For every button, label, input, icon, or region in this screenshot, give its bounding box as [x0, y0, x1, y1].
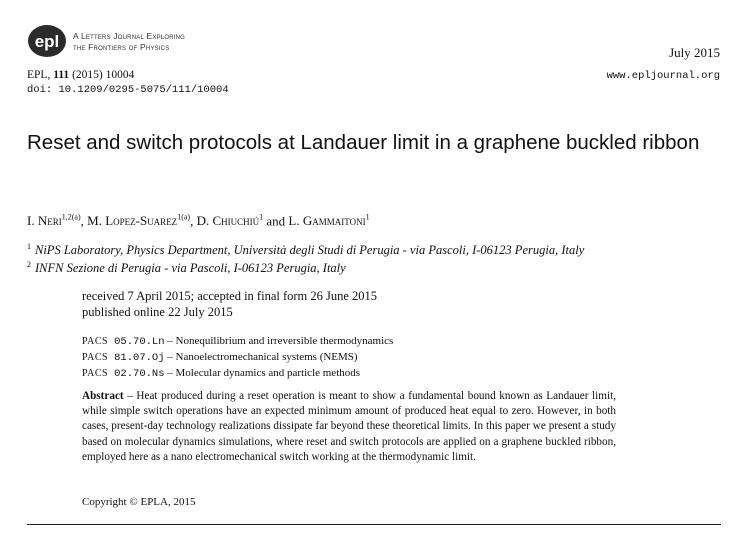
- affiliation-number: 1: [27, 242, 31, 251]
- issue-date: July 2015: [669, 45, 720, 60]
- pacs-entry: PACS 81.07.Oj – Nanoelectromechanical systems (NEMS): [82, 351, 358, 364]
- author: M. Lopez-Suarez$^{1(a)}$: [87, 213, 191, 229]
- tagline-line-2: the Frontiers of Physics: [73, 42, 170, 52]
- pacs-entry: PACS 05.70.Ln – Nonequilibrium and irreversible thermodynamics: [82, 335, 394, 348]
- citation-block: [27, 68, 229, 98]
- received-date: received 7 April 2015; accepted in final form 26 June 2015: [82, 289, 378, 303]
- abstract: [82, 389, 616, 465]
- author: I. Neri$^{1,2(a)}$: [27, 213, 81, 229]
- journal-tagline: [73, 31, 185, 53]
- pacs-entry: PACS 02.70.Ns – Molecular dynamics and particle methods: [82, 367, 361, 380]
- article-title: Reset and switch protocols at Landauer limit in a graphene buckled ribbon: [27, 131, 700, 154]
- publication-dates: [82, 288, 377, 320]
- pacs-code: 81.07.Oj: [114, 352, 165, 364]
- citation-prefix: EPL,: [27, 69, 54, 81]
- pacs-description: – Nanoelectromechanical systems (NEMS): [164, 351, 358, 363]
- affiliation: [27, 242, 584, 258]
- copyright: Copyright © EPLA, 2015: [82, 496, 196, 508]
- pacs-code: 02.70.Ns: [114, 368, 165, 380]
- pacs-code: 05.70.Ln: [114, 336, 165, 348]
- bottom-rule: [27, 524, 721, 525]
- abstract-text: – Heat produced during a reset operation is meant to show a fundamental bound known as Landauer limit, while simple switch operations have an expected minimum amount of produced heat equal to zero. However, in both cases, present-day technology realizations dissipate far beyond these theoretical limits. In this paper we present a study based on molecular dynamics simulations, where reset and switch protocols are applied on a graphene buckled ribbon, employed here as a nano electromechanical switch working at the thermodynamic limit.: [82, 390, 616, 463]
- abstract-label: Abstract: [82, 390, 124, 402]
- pacs-description: – Molecular dynamics and particle methods: [164, 367, 361, 379]
- affiliation-number: 2: [27, 260, 31, 269]
- doi[interactable]: doi: 10.1209/0295-5075/111/10004: [27, 84, 229, 96]
- logo-text: epl: [34, 32, 60, 51]
- author-list: I. Neri$^{1,2(a)}$, M. Lopez-Suarez$^{1(a)}$, D. Chiuchiú$^1$ and L. Gammaitoni$^1$: [27, 213, 370, 229]
- citation-volume: 111: [53, 69, 70, 81]
- journal-website[interactable]: www.epljournal.org: [606, 70, 720, 82]
- affiliation-text: NiPS Laboratory, Physics Department, Università degli Studi di Perugia - via Pascoli, I-06123 Perugia, Italy: [35, 243, 585, 258]
- pacs-list: [82, 334, 393, 382]
- published-date: published online 22 July 2015: [82, 305, 233, 319]
- citation: [27, 68, 229, 83]
- author: L. Gammaitoni$^1$: [288, 213, 370, 229]
- pacs-description: – Nonequilibrium and irreversible thermodynamics: [164, 335, 394, 347]
- tagline-line-1: A Letters Journal Exploring: [73, 31, 186, 41]
- citation-rest: (2015) 10004: [69, 69, 135, 81]
- author: D. Chiuchiú$^1$: [196, 213, 264, 229]
- affiliation: [27, 260, 346, 276]
- affiliation-text: INFN Sezione di Perugia - via Pascoli, I-06123 Perugia, Italy: [35, 261, 346, 276]
- epl-logo: [27, 24, 67, 58]
